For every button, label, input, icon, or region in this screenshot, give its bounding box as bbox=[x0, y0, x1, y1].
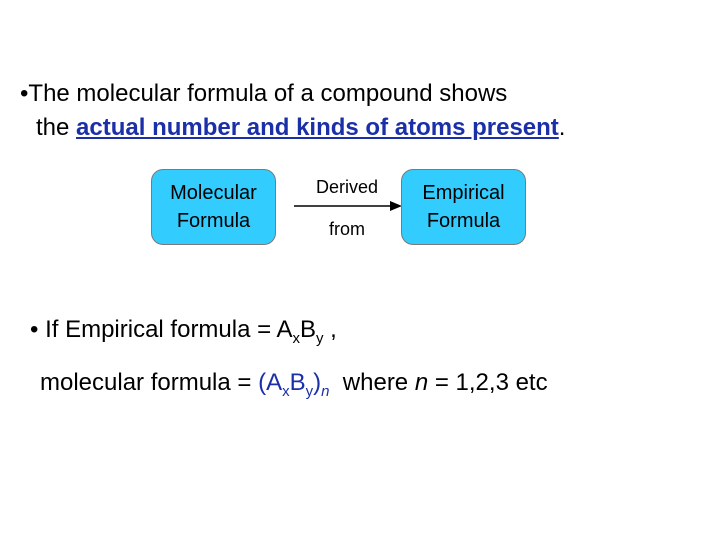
right-box-line1: Empirical bbox=[422, 182, 505, 204]
bullet2-tail: , bbox=[323, 316, 337, 343]
n-values: = 1,2,3 etc bbox=[428, 369, 548, 396]
formula-sub-y: y bbox=[305, 383, 314, 400]
formula-expression bbox=[258, 369, 330, 400]
arrow-label-bottom: from bbox=[329, 219, 365, 239]
formula-close: ) bbox=[313, 369, 322, 396]
formula-sub-n: n bbox=[321, 383, 330, 400]
left-box-line2: Formula bbox=[176, 210, 251, 232]
bullet1-line1: •The molecular formula of a compound shows bbox=[20, 80, 508, 107]
bullet1-line2 bbox=[20, 111, 700, 145]
bullet1-suffix: . bbox=[558, 114, 566, 141]
arrow-right-icon bbox=[292, 200, 404, 212]
bullet2-b: B bbox=[300, 316, 317, 343]
formula-b: B bbox=[289, 369, 306, 396]
bullet1-prefix: the bbox=[36, 114, 77, 141]
n-variable: n bbox=[414, 369, 429, 396]
bullet3-text: molecular formula = bbox=[40, 369, 259, 396]
formula-open: (A bbox=[258, 369, 283, 396]
bullet-molecular-formula bbox=[20, 77, 700, 145]
arrow-label-top: Derived bbox=[315, 177, 379, 197]
bullet2-text: • If Empirical formula = A bbox=[30, 316, 293, 343]
bullet2-sub-y: y bbox=[316, 330, 324, 347]
molecular-formula-relation bbox=[40, 366, 548, 400]
molecular-formula-box bbox=[151, 169, 276, 245]
bullet2-sub-x: x bbox=[292, 330, 300, 347]
left-box-line1: Molecular bbox=[170, 182, 257, 204]
formula-sub-x: x bbox=[282, 383, 290, 400]
bullet1-emphasis: actual number and kinds of atoms present bbox=[76, 114, 559, 141]
bullet-empirical-formula bbox=[30, 313, 337, 347]
right-box-line2: Formula bbox=[426, 210, 501, 232]
where-text: where bbox=[329, 369, 415, 396]
empirical-formula-box bbox=[401, 169, 526, 245]
